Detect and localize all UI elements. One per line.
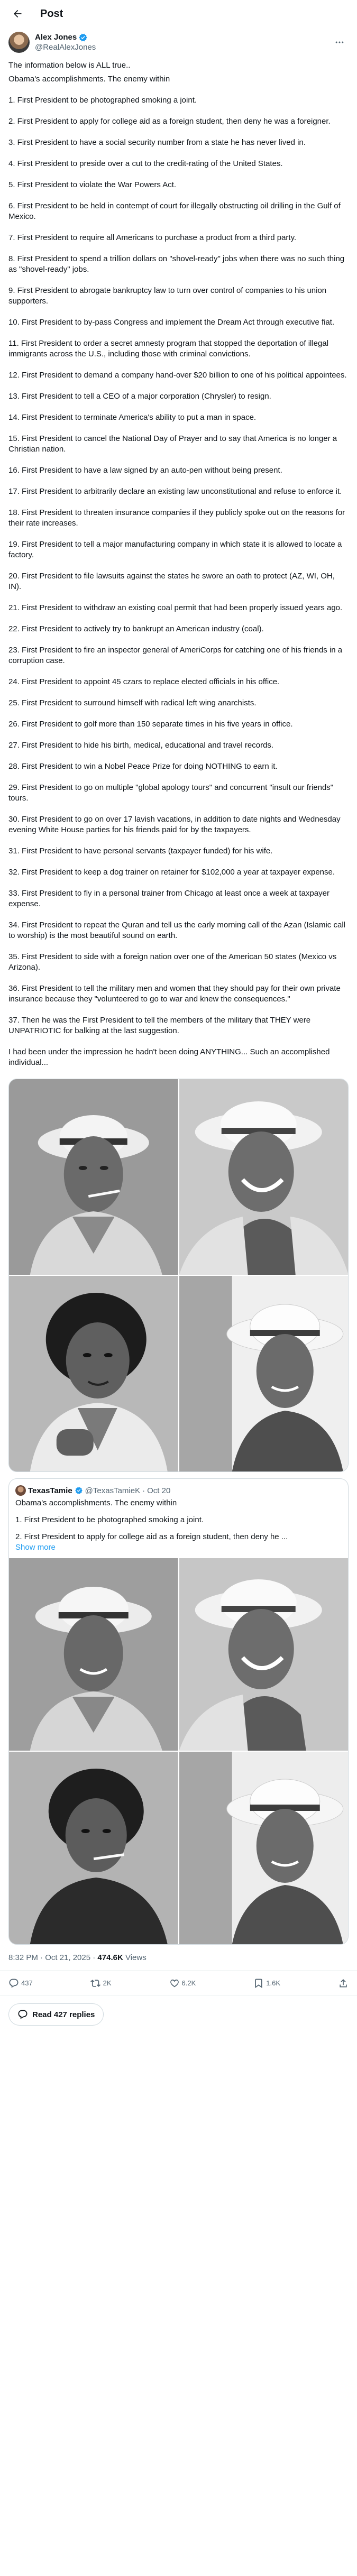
post-paragraph: 5. First President to violate the War Powers Act. bbox=[8, 180, 177, 189]
post-paragraph: 7. First President to require all Americans to purchase a product from a third party. bbox=[8, 233, 297, 242]
post-paragraph: 15. First President to cancel the National Day of Prayer and to say that America is no longer a Christian nation. bbox=[8, 434, 337, 454]
quoted-photo-smoking[interactable] bbox=[9, 1752, 178, 1944]
quoted-media-grid bbox=[9, 1558, 348, 1944]
post-paragraph: 13. First President to tell a CEO of a major corporation (Chrysler) to resign. bbox=[8, 392, 271, 401]
photo-smoking[interactable] bbox=[9, 1079, 178, 1275]
author-name[interactable]: Alex Jones bbox=[35, 33, 77, 42]
bookmark-icon bbox=[253, 1978, 264, 1989]
post-paragraph: 29. First President to go on multiple "global apology tours" and concurrent "insult our friends" tours. bbox=[8, 783, 334, 803]
quoted-photo-hat-smile-image bbox=[9, 1558, 178, 1751]
post-paragraph: I had been under the impression he hadn't been doing ANYTHING... Such an accomplished individual... bbox=[8, 1047, 330, 1067]
post-paragraph: 36. First President to tell the military men and women that they should pay for their own private insurance because they "volunteered to go to war and knew the consequences." bbox=[8, 984, 341, 1004]
verified-badge-icon bbox=[75, 1486, 83, 1495]
quoted-text bbox=[9, 1497, 348, 1558]
post-timestamp bbox=[0, 1945, 357, 1971]
post-paragraph: 11. First President to order a secret amnesty program that stopped the deportation of illegal immigrants across the U.S., including those with criminal convictions. bbox=[8, 339, 329, 358]
reply-bubble-icon bbox=[17, 2009, 28, 2020]
read-replies-area bbox=[0, 1996, 357, 2036]
photo-hat-portrait[interactable] bbox=[179, 1276, 349, 1471]
show-more-link[interactable]: Show more bbox=[15, 1543, 56, 1552]
post-paragraph: 20. First President to file lawsuits against the states he swore an oath to protect (AZ, WI, OH, IN). bbox=[8, 572, 335, 591]
reply-count: 437 bbox=[21, 1979, 33, 1987]
post-paragraph: 33. First President to fly in a personal trainer from Chicago at least once a week at taxpayer expense. bbox=[8, 889, 329, 908]
post-paragraph: 25. First President to surround himself with radical left wing anarchists. bbox=[8, 698, 257, 707]
bookmark-count: 1.6K bbox=[266, 1979, 281, 1987]
post-paragraph: 1. First President to be photographed smoking a joint. bbox=[8, 96, 197, 105]
arrow-left-icon bbox=[12, 8, 23, 19]
photo-laughing[interactable] bbox=[179, 1079, 349, 1275]
author-name-row bbox=[35, 32, 96, 42]
more-dots-icon bbox=[334, 37, 345, 48]
post-paragraph: 18. First President to threaten insurance companies if they publicly spoke out on the reasons for their rate increases. bbox=[8, 508, 345, 528]
post-paragraph: The information below is ALL true.. bbox=[8, 61, 131, 70]
post-time[interactable]: 8:32 PM · Oct 21, 2025 · bbox=[8, 1953, 98, 1962]
quoted-date: Oct 20 bbox=[147, 1486, 171, 1495]
reply-icon bbox=[8, 1978, 19, 1989]
post-paragraph: 30. First President to go on over 17 lavish vacations, in addition to date nights and Wednesday evening White House parties for his friends paid for by the taxpayers. bbox=[8, 815, 341, 834]
post-paragraph: 3. First President to have a social security number from a state he has never lived in. bbox=[8, 138, 306, 147]
post-paragraph: 19. First President to tell a major manufacturing company in which state it is allowed to locate a factory. bbox=[8, 540, 342, 559]
quoted-photo-hat-portrait[interactable] bbox=[179, 1752, 349, 1944]
post-paragraph: 10. First President to by-pass Congress and implement the Dream Act through executive fiat. bbox=[8, 318, 335, 327]
photo-smoking-image bbox=[9, 1079, 178, 1275]
post-paragraph: 6. First President to be held in contempt of court for illegally obstructing oil drilling in the Gulf of Mexico. bbox=[8, 201, 341, 221]
quoted-photo-hat-portrait-image bbox=[179, 1752, 349, 1944]
like-count: 6.2K bbox=[181, 1979, 196, 1987]
repost-icon bbox=[90, 1978, 101, 1989]
photo-hat-portrait-image bbox=[179, 1276, 349, 1471]
verified-badge-icon bbox=[78, 33, 88, 42]
post-paragraph: Obama's accomplishments. The enemy within bbox=[8, 75, 170, 84]
post-paragraph: 17. First President to arbitrarily declare an existing law unconstitutional and refuse to enforce it. bbox=[8, 487, 342, 496]
avatar[interactable] bbox=[8, 32, 30, 53]
quoted-author-name: TexasTamie bbox=[28, 1486, 72, 1495]
post-paragraph: 28. First President to win a Nobel Peace Prize for doing NOTHING to earn it. bbox=[8, 762, 278, 771]
heart-icon bbox=[169, 1978, 180, 1989]
reply-button[interactable] bbox=[8, 1978, 33, 1989]
quoted-line: 1. First President to be photographed smoking a joint. bbox=[15, 1515, 204, 1524]
photo-afro[interactable] bbox=[9, 1276, 178, 1471]
quoted-photo-hat-smile[interactable] bbox=[9, 1558, 178, 1751]
post-paragraph: 2. First President to apply for college aid as a foreign student, then deny he was a foreigner. bbox=[8, 117, 331, 126]
quoted-photo-laughing[interactable] bbox=[179, 1558, 349, 1751]
post-paragraph: 16. First President to have a law signed by an auto-pen without being present. bbox=[8, 466, 282, 475]
quoted-avatar bbox=[15, 1485, 26, 1496]
quoted-post[interactable] bbox=[8, 1478, 349, 1945]
author-handle[interactable]: @RealAlexJones bbox=[35, 43, 96, 52]
quoted-author-handle: @TexasTamieK bbox=[85, 1486, 141, 1495]
more-options-button[interactable] bbox=[331, 33, 349, 51]
quoted-post-header bbox=[9, 1479, 348, 1497]
post-paragraph: 32. First President to keep a dog trainer on retainer for $102,000 a year at taxpayer expense. bbox=[8, 868, 335, 877]
repost-button[interactable] bbox=[90, 1978, 112, 1989]
post-paragraph: 14. First President to terminate America's ability to put a man in space. bbox=[8, 413, 257, 422]
like-button[interactable] bbox=[169, 1978, 196, 1989]
read-replies-label: Read 427 replies bbox=[32, 2010, 95, 2019]
post-paragraph: 4. First President to preside over a cut to the credit-rating of the United States. bbox=[8, 159, 283, 168]
post-paragraph: 27. First President to hide his birth, medical, educational and travel records. bbox=[8, 741, 274, 750]
post-text bbox=[0, 55, 357, 1068]
share-icon bbox=[338, 1978, 349, 1989]
views-count: 474.6K bbox=[97, 1953, 123, 1962]
post-paragraph: 21. First President to withdraw an existing coal permit that had been properly issued years ago. bbox=[8, 603, 343, 612]
repost-count: 2K bbox=[103, 1979, 112, 1987]
quoted-line: 2. First President to apply for college aid as a foreign student, then deny he ... bbox=[15, 1532, 288, 1541]
post-paragraph: 37. Then he was the First President to tell the members of the military that THEY were UNPATRIOTIC for balking at the last suggestion. bbox=[8, 1016, 311, 1035]
photo-laughing-image bbox=[179, 1079, 349, 1275]
photo-afro-image bbox=[9, 1276, 178, 1471]
quoted-separator: · bbox=[142, 1486, 145, 1495]
media-grid bbox=[8, 1079, 349, 1472]
top-bar bbox=[0, 0, 357, 27]
post-paragraph: 8. First President to spend a trillion dollars on "shovel-ready" jobs when there was no such thing as "shovel-ready" jobs. bbox=[8, 254, 345, 274]
author-row bbox=[0, 27, 357, 55]
quoted-line: Obama's accomplishments. The enemy within bbox=[15, 1498, 177, 1507]
post-paragraph: 12. First President to demand a company hand-over $20 billion to one of his political appointees. bbox=[8, 371, 347, 380]
back-button[interactable] bbox=[8, 5, 26, 23]
quoted-photo-smoking-image bbox=[9, 1752, 178, 1944]
post-paragraph: 31. First President to have personal servants (taxpayer funded) for his wife. bbox=[8, 847, 273, 855]
post-paragraph: 26. First President to golf more than 150 separate times in his five years in office. bbox=[8, 720, 293, 729]
post-paragraph: 23. First President to fire an inspector general of AmeriCorps for catching one of his friends in a corruption case. bbox=[8, 646, 343, 665]
post-paragraph: 9. First President to abrogate bankruptcy law to turn over control of companies to his union supporters. bbox=[8, 286, 327, 306]
page-title: Post bbox=[40, 7, 63, 20]
post-paragraph: 24. First President to appoint 45 czars to replace elected officials in his office. bbox=[8, 677, 280, 686]
views-label: Views bbox=[123, 1953, 147, 1962]
read-replies-button[interactable] bbox=[8, 2003, 104, 2026]
share-button[interactable] bbox=[338, 1978, 349, 1989]
action-bar bbox=[0, 1971, 357, 1996]
post-paragraph: 35. First President to side with a foreign nation over one of the American 50 states (Mexico vs Arizona). bbox=[8, 952, 337, 972]
post-paragraph: 22. First President to actively try to bankrupt an American industry (coal). bbox=[8, 624, 264, 633]
quoted-photo-laughing-image bbox=[179, 1558, 349, 1751]
post-paragraph: 34. First President to repeat the Quran and tell us the early morning call of the Azan (Islamic call to worship) is the most beautiful sound on earth. bbox=[8, 921, 345, 940]
bookmark-button[interactable] bbox=[253, 1978, 280, 1989]
author-meta bbox=[35, 32, 96, 52]
